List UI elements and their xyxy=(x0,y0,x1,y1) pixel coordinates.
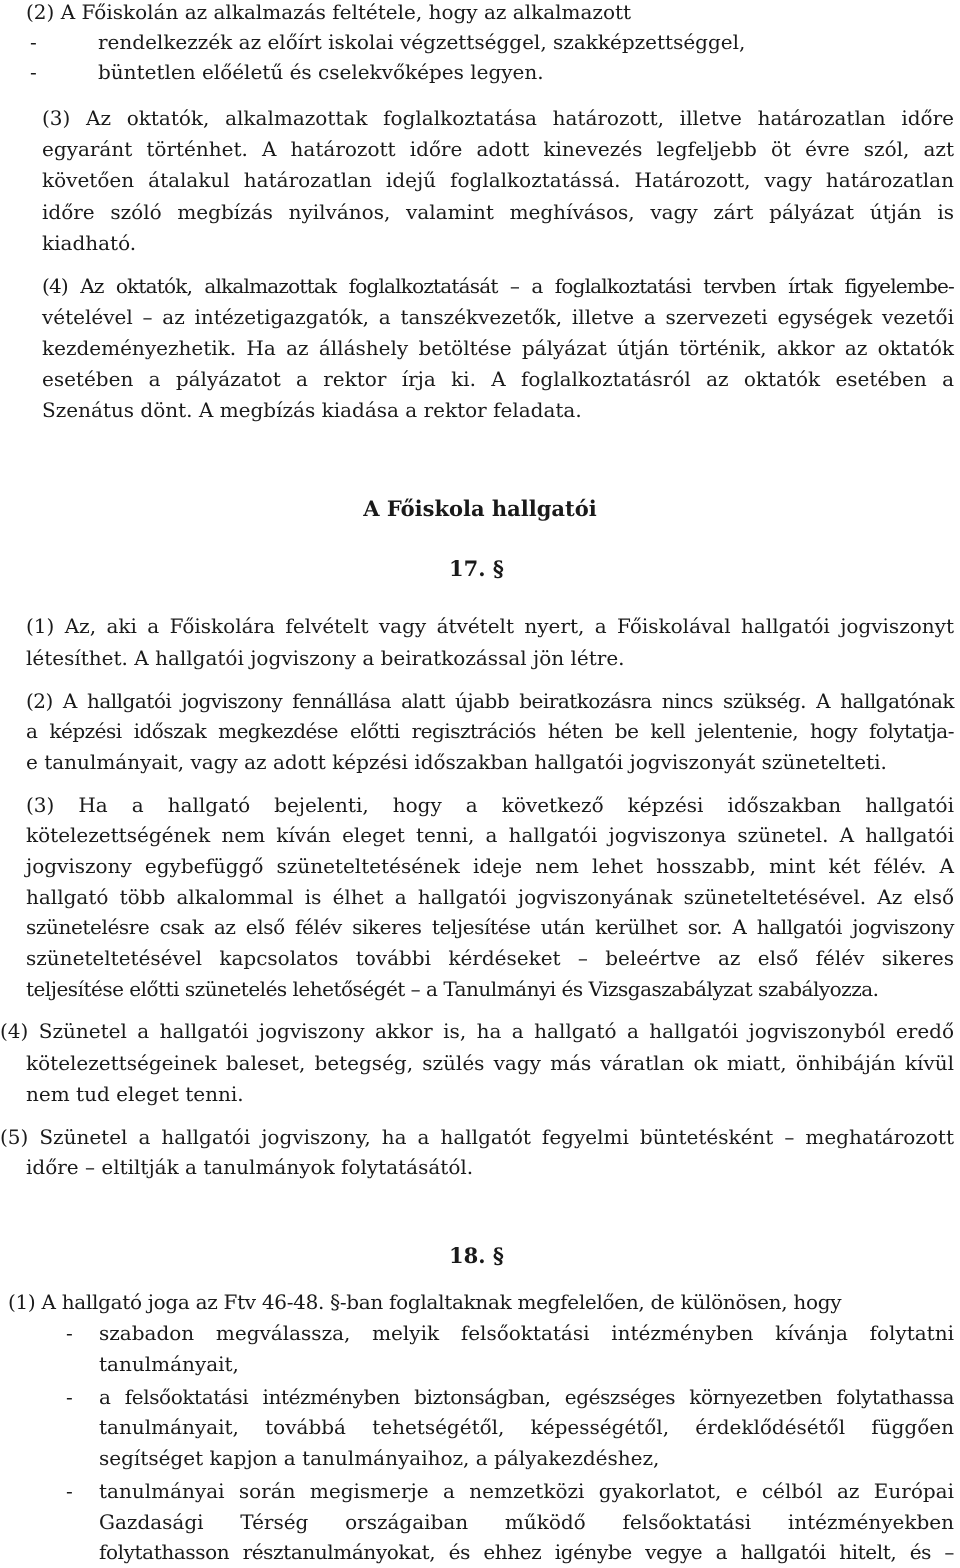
s17-p3-line: kötelezettségének nem kíván eleget tenni, a hallgatói jogviszonya szünetel. A hallgatói xyxy=(26,823,954,847)
paragraph-3-line: egyaránt történhet. A határozott időre adott kinevezés legfeljebb öt évre szól, azt xyxy=(42,137,954,161)
list-bullet: - xyxy=(66,1479,73,1503)
paragraph-4-line: (4) Az oktatók, alkalmazottak foglalkoztatását – a foglalkoztatási tervben írtak figyelembe- xyxy=(42,274,954,298)
paragraph-4-line: vételével – az intézetigazgatók, a tanszékvezetők, illetve a szervezeti egységek vezetői xyxy=(42,305,954,329)
paragraph-2-intro: (2) A Főiskolán az alkalmazás feltétele, hogy az alkalmazott xyxy=(26,0,632,24)
s18-list-item-line: a felsőoktatási intézményben biztonságban, egészséges környezetben folytathassa xyxy=(99,1385,954,1409)
s17-p2-line: e tanulmányait, vagy az adott képzési időszakban hallgatói jogviszonyát szünetelteti. xyxy=(26,750,887,774)
s17-p5-line: időre – eltiltják a tanulmányok folytatásától. xyxy=(26,1155,474,1179)
list-item: rendelkezzék az előírt iskolai végzettséggel, szakképzettséggel, xyxy=(98,30,746,54)
s17-p5-line: (5) Szünetel a hallgatói jogviszony, ha a hallgatót fegyelmi büntetésként – meghatározott xyxy=(0,1125,954,1149)
s17-p3-line: jogviszony egybefüggő szüneteltetésének ideje nem lehet hosszabb, mint két félév. A xyxy=(26,854,954,878)
s17-p3-line: hallgató több alkalommal is élhet a hallgatói jogviszonyának szüneteltetésével. Az első xyxy=(26,885,954,909)
section-number-17: 17. § xyxy=(449,556,504,581)
s17-p3-line: (3) Ha a hallgató bejelenti, hogy a következő képzési időszakban hallgatói xyxy=(26,793,954,817)
list-item: büntetlen előéletű és cselekvőképes legyen. xyxy=(98,60,544,84)
paragraph-4-line: kezdeményezhetik. Ha az álláshely betöltése pályázat útján történik, akkor az oktatók xyxy=(42,336,954,360)
s18-list-item-line: segítséget kapjon a tanulmányaihoz, a pályakezdéshez, xyxy=(99,1446,660,1470)
s17-p4-line: kötelezettségeinek baleset, betegség, szülés vagy más váratlan ok miatt, önhibáján kívül xyxy=(26,1051,954,1075)
s18-intro: (1) A hallgató joga az Ftv 46-48. §-ban foglaltaknak megfelelően, de különösen, hogy xyxy=(8,1290,842,1314)
s17-p2-line: (2) A hallgatói jogviszony fennállása alatt újabb beiratkozásra nincs szükség. A hallgatónak xyxy=(26,689,954,713)
list-bullet: - xyxy=(30,30,37,54)
section-number-18: 18. § xyxy=(449,1243,504,1268)
paragraph-3-line: (3) Az oktatók, alkalmazottak foglalkoztatása határozott, illetve határozatlan időre xyxy=(42,106,954,130)
s17-p3-line: teljesítése előtti szünetelés lehetőségét – a Tanulmányi és Vizsgaszabályzat szabályozza. xyxy=(26,977,879,1001)
s17-p1-line: létesíthet. A hallgatói jogviszony a beiratkozással jön létre. xyxy=(26,646,625,670)
s17-p1-line: (1) Az, aki a Főiskolára felvételt vagy átvételt nyert, a Főiskolával hallgatói jogviszonyt xyxy=(26,614,954,638)
list-bullet: - xyxy=(30,60,37,84)
s17-p4-line: nem tud eleget tenni. xyxy=(26,1082,244,1106)
paragraph-4-line: esetében a pályázatot a rektor írja ki. A foglalkoztatásról az oktatók esetében a xyxy=(42,367,954,391)
s18-list-item-line: tanulmányait, xyxy=(99,1352,239,1376)
s18-list-item-line: Gazdasági Térség országaiban működő felsőoktatási intézményekben xyxy=(99,1510,954,1534)
paragraph-4-line: Szenátus dönt. A megbízás kiadása a rektor feladata. xyxy=(42,398,582,422)
paragraph-3-line: időre szóló megbízás nyilvános, valamint meghívásos, vagy zárt pályázat útján is xyxy=(42,200,954,224)
s17-p4-line: (4) Szünetel a hallgatói jogviszony akkor is, ha a hallgató a hallgatói jogviszonyból eredő xyxy=(0,1019,954,1043)
section-heading: A Főiskola hallgatói xyxy=(363,496,597,521)
list-bullet: - xyxy=(66,1385,73,1409)
s17-p3-line: szünetelésre csak az első félév sikeres teljesítése után kerülhet sor. A hallgatói jogviszony xyxy=(26,915,954,939)
s18-list-item-line: tanulmányai során megismerje a nemzetközi gyakorlatot, e célból az Európai xyxy=(99,1479,954,1503)
paragraph-3-line: követően átalakul határozatlan idejű foglalkoztatássá. Határozott, vagy határozatlan xyxy=(42,168,954,192)
paragraph-3-line: kiadható. xyxy=(42,231,137,255)
s18-list-item-line: szabadon megválassza, melyik felsőoktatási intézményben kívánja folytatni xyxy=(99,1321,954,1345)
s17-p2-line: a képzési időszak megkezdése előtti regisztrációs héten be kell jelentenie, hogy folytatja- xyxy=(26,719,954,743)
s17-p3-line: szüneteltetésével kapcsolatos további kérdéseket – beleértve az első félév sikeres xyxy=(26,946,954,970)
s18-list-item-line: folytathasson résztanulmányokat, és ehhez igénybe vegye a hallgatói hitelt, és – xyxy=(99,1540,954,1564)
list-bullet: - xyxy=(66,1321,73,1345)
s18-list-item-line: tanulmányait, továbbá tehetségétől, képességétől, érdeklődésétől függően xyxy=(99,1415,954,1439)
